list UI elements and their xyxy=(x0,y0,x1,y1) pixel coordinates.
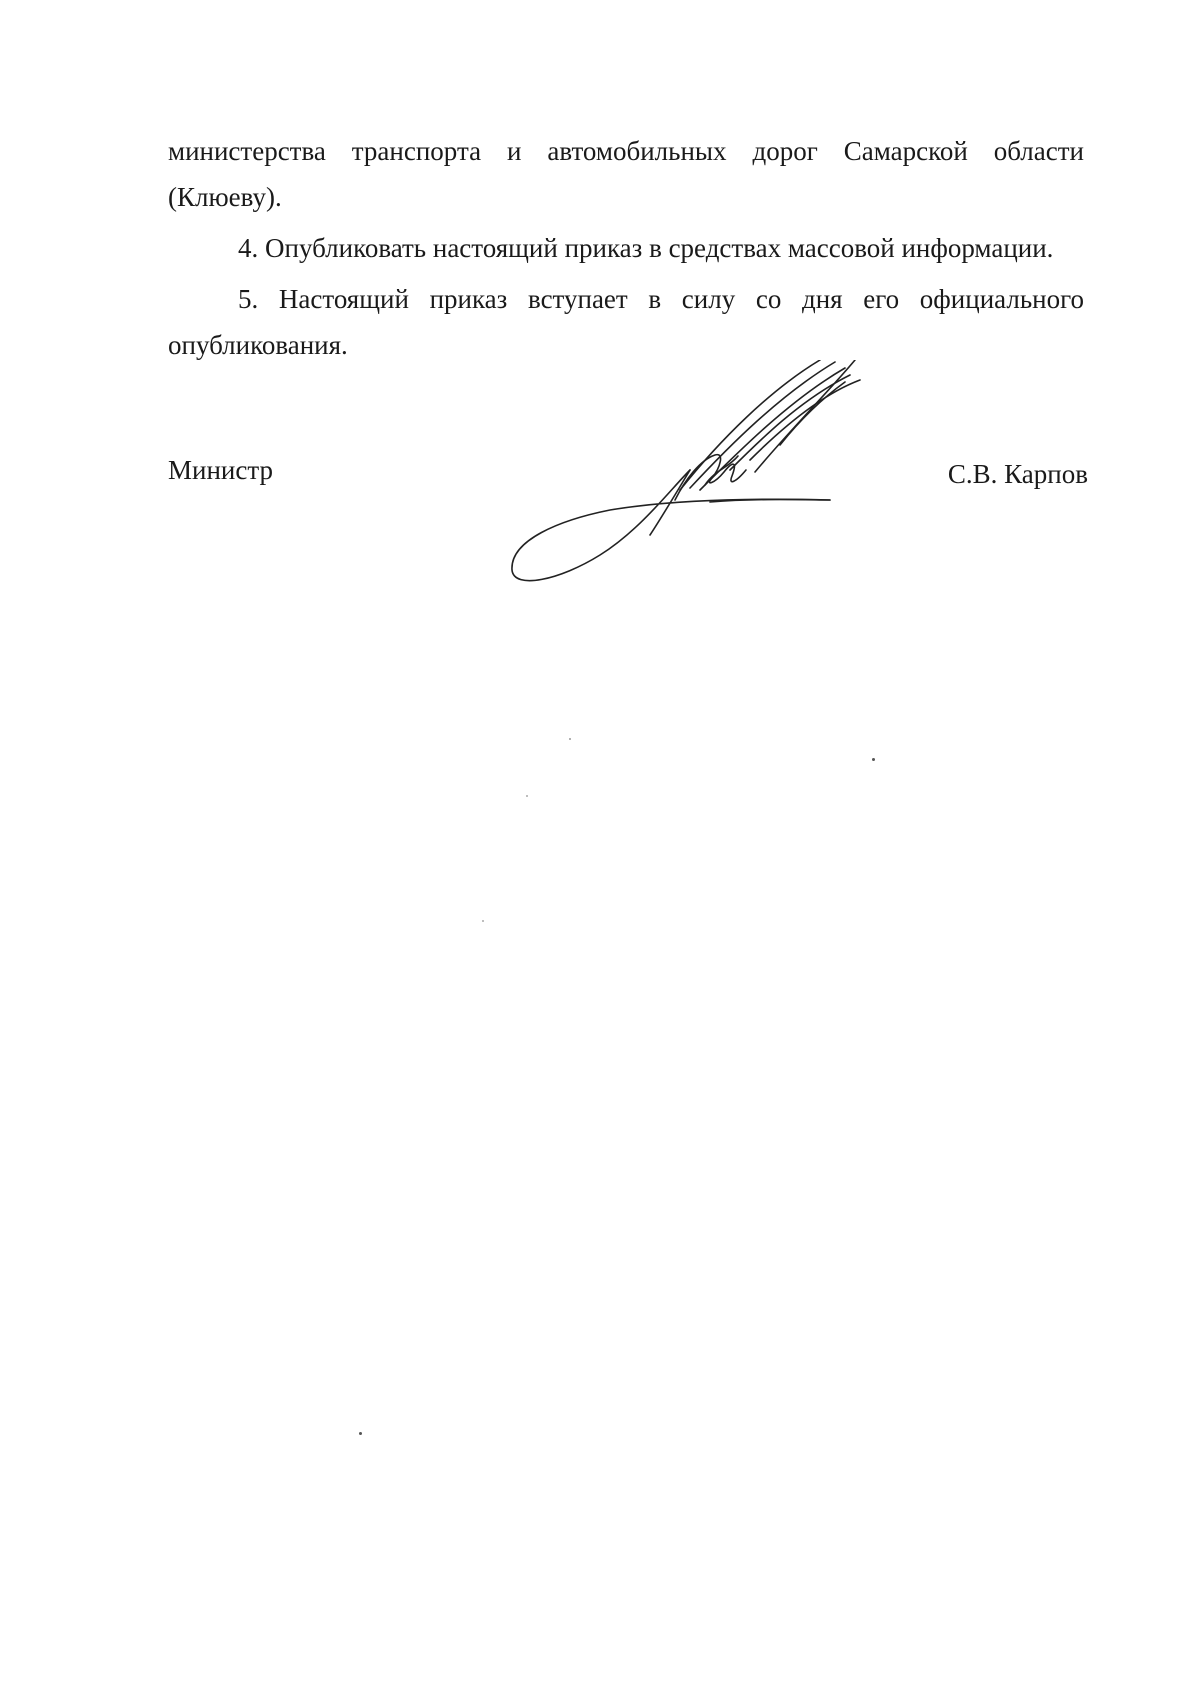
signer-name: С.В. Карпов xyxy=(947,459,1088,489)
scan-speck xyxy=(359,1432,362,1435)
scan-speck xyxy=(569,738,571,740)
paragraph-continuation: министерства транспорта и автомобильных дорог Самарской области (Клюеву). xyxy=(168,136,1084,212)
document-body xyxy=(168,128,1084,373)
handwritten-signature xyxy=(500,360,900,600)
paragraph-item-4: 4. Опубликовать настоящий приказ в средствах массовой информации. xyxy=(238,233,1054,263)
scan-speck xyxy=(872,758,875,761)
signer-position: Министр xyxy=(168,455,273,485)
scan-speck xyxy=(482,920,484,922)
paragraph-item-5: 5. Настоящий приказ вступает в силу со дня его официального опубликования. xyxy=(168,284,1084,360)
scan-speck xyxy=(526,795,528,797)
